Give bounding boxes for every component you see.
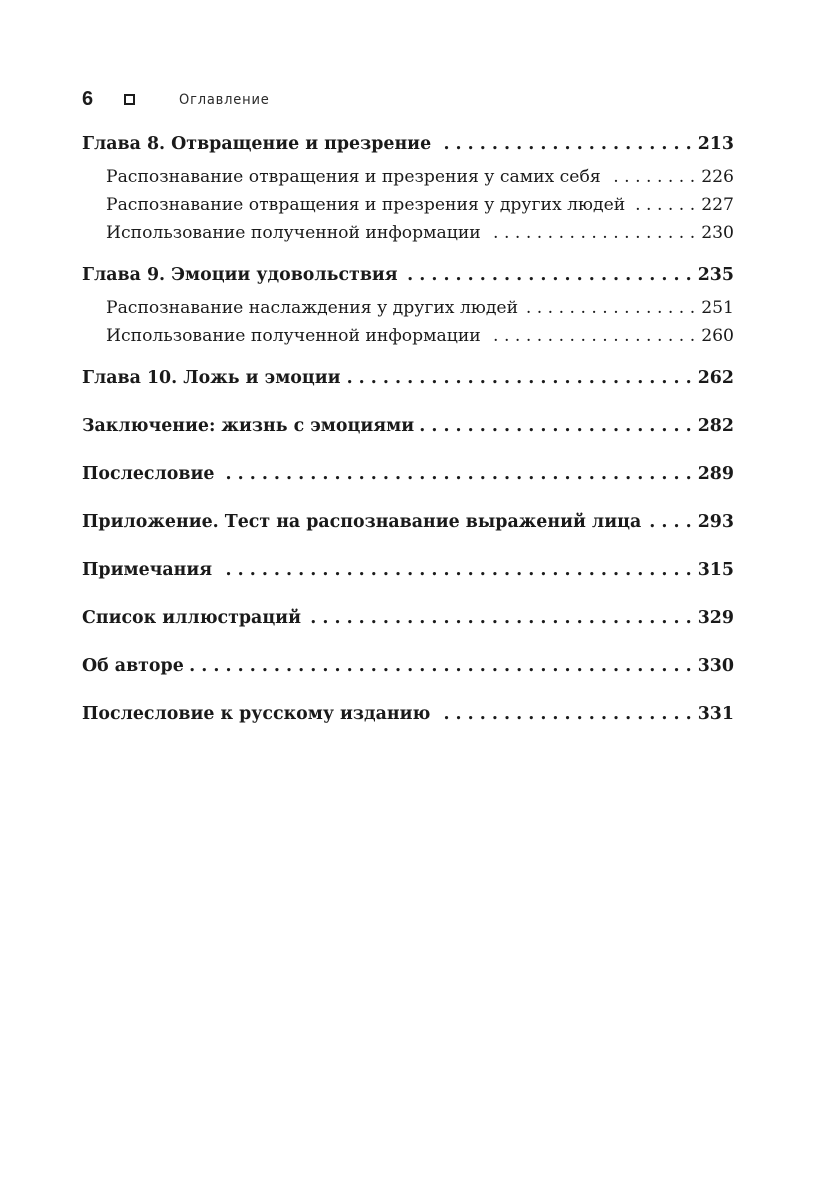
toc-entry-label: Распознавание отвращения и презрения у самих себя bbox=[106, 167, 601, 187]
toc-entry-label: Послесловие к русскому изданию bbox=[82, 704, 431, 724]
dot-leader bbox=[631, 191, 695, 219]
toc-entry-appendix[interactable] bbox=[82, 508, 734, 536]
toc-entry-label: Глава 10. Ложь и эмоции bbox=[82, 368, 341, 388]
toc-entry-page: 226 bbox=[701, 167, 734, 187]
toc-entry-page: 235 bbox=[697, 265, 734, 285]
toc-entry-section[interactable] bbox=[82, 163, 734, 191]
toc-entry-label: Глава 8. Отвращение и презрение bbox=[82, 134, 432, 154]
running-header bbox=[82, 88, 270, 111]
dot-leader bbox=[487, 219, 695, 247]
toc-entry-chapter-10[interactable] bbox=[82, 364, 734, 392]
toc-entry-page: 282 bbox=[697, 416, 734, 436]
toc-entry-label: Заключение: жизнь с эмоциями bbox=[82, 416, 415, 436]
toc-entry-page: 293 bbox=[697, 512, 734, 532]
dot-leader bbox=[647, 508, 691, 536]
page-number: 6 bbox=[82, 88, 94, 110]
dot-leader bbox=[307, 604, 692, 632]
toc-entry-label: Распознавание наслаждения у других людей bbox=[106, 298, 519, 318]
toc-entry-russian-afterword[interactable] bbox=[82, 700, 734, 728]
dot-leader bbox=[487, 322, 695, 350]
toc-entry-page: 262 bbox=[697, 368, 734, 388]
toc-entry-page: 227 bbox=[701, 195, 734, 215]
toc-entry-label: Использование полученной информации bbox=[106, 326, 481, 346]
toc-entry-page: 331 bbox=[697, 704, 734, 724]
toc-entry-label: Примечания bbox=[82, 560, 213, 580]
toc-entry-page: 230 bbox=[701, 223, 734, 243]
toc-entry-section[interactable] bbox=[82, 294, 734, 322]
toc-entry-conclusion[interactable] bbox=[82, 412, 734, 440]
toc-entry-label: Глава 9. Эмоции удовольствия bbox=[82, 265, 398, 285]
running-header-title: Оглавление bbox=[179, 91, 270, 108]
dot-leader bbox=[436, 700, 691, 728]
toc-entry-page: 315 bbox=[697, 560, 734, 580]
toc-entry-label: Об авторе bbox=[82, 656, 184, 676]
dot-leader bbox=[190, 652, 692, 680]
toc-entry-section[interactable] bbox=[82, 191, 734, 219]
toc-entry-label: Список иллюстраций bbox=[82, 608, 301, 628]
toc-entry-page: 251 bbox=[701, 298, 734, 318]
toc-entry-chapter-8[interactable] bbox=[82, 130, 734, 158]
toc-entry-page: 329 bbox=[697, 608, 734, 628]
toc-entry-label: Приложение. Тест на распознавание выражений лица bbox=[82, 512, 642, 532]
toc-entry-page: 213 bbox=[697, 134, 734, 154]
table-of-contents bbox=[82, 128, 734, 728]
dot-leader bbox=[420, 412, 692, 440]
square-bullet-icon bbox=[124, 94, 135, 105]
toc-entry-notes[interactable] bbox=[82, 556, 734, 584]
dot-leader bbox=[607, 163, 696, 191]
toc-entry-page: 289 bbox=[697, 464, 734, 484]
dot-leader bbox=[404, 261, 692, 289]
toc-entry-page: 330 bbox=[697, 656, 734, 676]
toc-entry-page: 260 bbox=[701, 326, 734, 346]
toc-entry-section[interactable] bbox=[82, 219, 734, 247]
dot-leader bbox=[220, 460, 691, 488]
dot-leader bbox=[218, 556, 692, 584]
dot-leader bbox=[347, 364, 692, 392]
toc-entry-about-author[interactable] bbox=[82, 652, 734, 680]
dot-leader bbox=[437, 130, 692, 158]
toc-entry-afterword[interactable] bbox=[82, 460, 734, 488]
toc-entry-section[interactable] bbox=[82, 322, 734, 350]
toc-entry-label: Использование полученной информации bbox=[106, 223, 481, 243]
dot-leader bbox=[524, 294, 695, 322]
toc-entry-chapter-9[interactable] bbox=[82, 261, 734, 289]
toc-entry-label: Распознавание отвращения и презрения у других людей bbox=[106, 195, 626, 215]
toc-entry-label: Послесловие bbox=[82, 464, 215, 484]
toc-entry-illustrations[interactable] bbox=[82, 604, 734, 632]
